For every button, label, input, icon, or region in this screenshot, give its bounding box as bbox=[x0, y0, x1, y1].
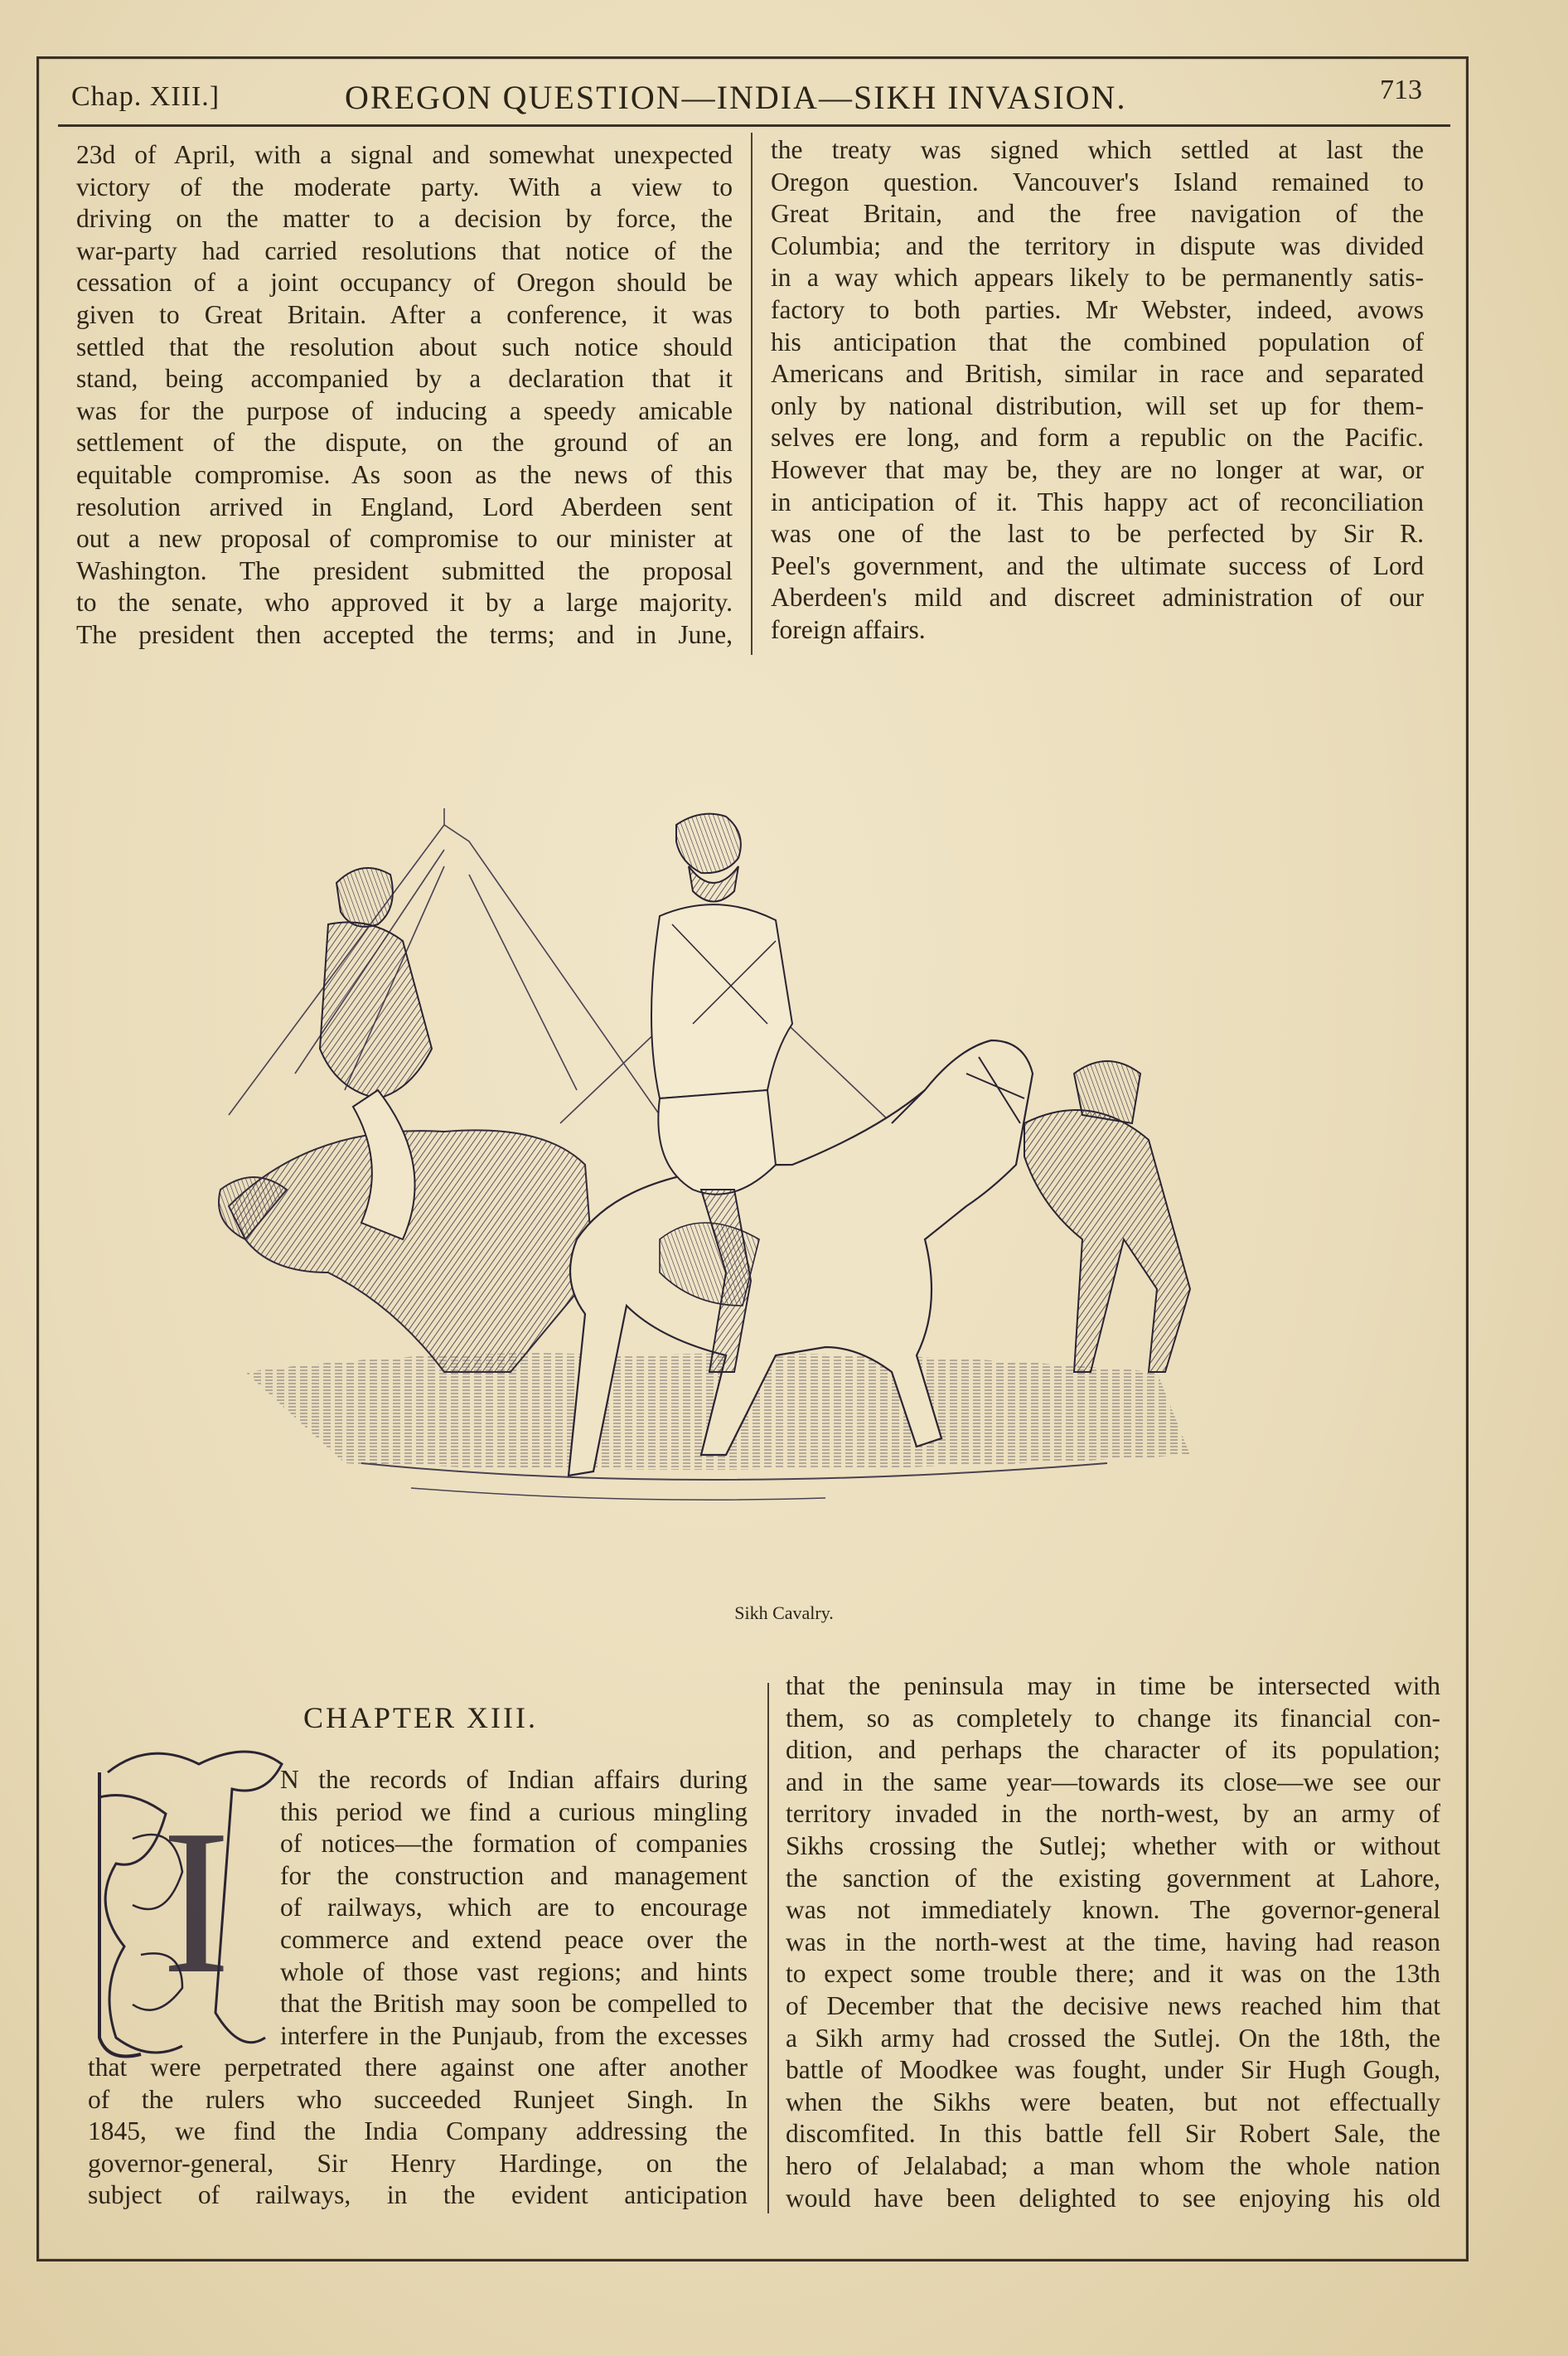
text-line: would have been delighted to see enjoying his old bbox=[786, 2183, 1440, 2213]
text-line: interfere in the Punjaub, from the excesses bbox=[280, 2020, 748, 2050]
text-line: of railways, which are to encourage bbox=[280, 1893, 748, 1922]
text-line: war-party had carried resolutions that notice of the bbox=[76, 235, 733, 265]
text-line: out a new proposal of compromise to our minister at bbox=[76, 524, 733, 554]
bottom-right-column bbox=[786, 1670, 1440, 2214]
text-line: Great Britain, and the free navigation of the bbox=[771, 199, 1424, 229]
horse-right bbox=[1024, 1061, 1190, 1372]
text-line: of December that the decisive news reached him that bbox=[786, 1990, 1440, 2020]
text-line: was not immediately known. The governor-general bbox=[786, 1895, 1440, 1925]
page-number: 713 bbox=[1380, 75, 1422, 105]
text-line: Sikhs crossing the Sutlej; whether with or without bbox=[786, 1830, 1440, 1860]
text-line: and in the same year—towards its close—we see our bbox=[786, 1767, 1440, 1796]
text-line: Oregon question. Vancouver's Island remained to bbox=[771, 167, 1424, 196]
text-line: stand, being accompanied by a declaration that it bbox=[76, 364, 733, 394]
text-line: victory of the moderate party. With a view to bbox=[76, 172, 733, 201]
text-line: N the records of Indian affairs during bbox=[280, 1765, 748, 1794]
text-line: that the British may soon be compelled to bbox=[280, 1989, 748, 2019]
text-line: selves ere long, and form a republic on the Pacific. bbox=[771, 423, 1424, 453]
text-line: given to Great Britain. After a conference, it was bbox=[76, 299, 733, 329]
text-line: settled that the resolution about such notice should bbox=[76, 332, 733, 361]
sikh-cavalry-engraving bbox=[196, 775, 1273, 1571]
column-divider-bottom bbox=[767, 1683, 769, 2213]
running-header bbox=[71, 70, 1430, 123]
text-line: the sanction of the existing government at Lahore, bbox=[786, 1863, 1440, 1893]
text-line: Aberdeen's mild and discreet administration of our bbox=[771, 583, 1424, 613]
text-line: The president then accepted the terms; and in June, bbox=[76, 619, 733, 649]
text-line: to expect some trouble there; and it was on the 13th bbox=[786, 1959, 1440, 1989]
text-line: in a way which appears likely to be permanently satis- bbox=[771, 263, 1424, 293]
text-line: Peel's government, and the ultimate success of Lord bbox=[771, 550, 1424, 580]
text-line: 1845, we find the India Company addressing the bbox=[88, 2116, 748, 2146]
text-line: of notices—the formation of companies bbox=[280, 1829, 748, 1859]
text-line: driving on the matter to a decision by force, the bbox=[76, 204, 733, 234]
text-line: in anticipation of it. This happy act of reconciliation bbox=[771, 487, 1424, 516]
text-line: commerce and extend peace over the bbox=[280, 1924, 748, 1954]
top-right-column bbox=[771, 134, 1424, 647]
text-line: discomfited. In this battle fell Sir Robert Sale, the bbox=[786, 2119, 1440, 2149]
text-line: equitable compromise. As soon as the news of this bbox=[76, 459, 733, 489]
drop-cap-letter: I bbox=[162, 1787, 231, 2017]
column-divider-top bbox=[751, 133, 753, 655]
chapter-opening-indented bbox=[280, 1764, 748, 2052]
ornamental-drop-cap bbox=[83, 1739, 290, 2064]
text-line: territory invaded in the north-west, by an army of bbox=[786, 1799, 1440, 1829]
text-line: only by national distribution, will set up for them- bbox=[771, 390, 1424, 420]
text-line: when the Sikhs were beaten, but not effectually bbox=[786, 2087, 1440, 2116]
text-line: However that may be, they are no longer at war, or bbox=[771, 454, 1424, 484]
text-line: that were perpetrated there against one after another bbox=[88, 2053, 748, 2082]
text-line: this period we find a curious mingling bbox=[280, 1796, 748, 1826]
text-line: the treaty was signed which settled at last the bbox=[771, 135, 1424, 164]
text-line: resolution arrived in England, Lord Aberdeen sent bbox=[76, 492, 733, 521]
text-line: was in the north-west at the time, having had reason bbox=[786, 1927, 1440, 1956]
header-rule bbox=[58, 124, 1450, 127]
text-line: dition, and perhaps the character of its population; bbox=[786, 1735, 1440, 1765]
rider-left bbox=[219, 868, 593, 1372]
text-line: to the senate, who approved it by a large majority. bbox=[76, 588, 733, 618]
text-line: whole of those vast regions; and hints bbox=[280, 1956, 748, 1986]
text-line: cessation of a joint occupancy of Oregon should be bbox=[76, 268, 733, 298]
text-line: for the construction and management bbox=[280, 1860, 748, 1890]
text-line: was for the purpose of inducing a speedy amicable bbox=[76, 395, 733, 425]
text-line: them, so as completely to change its financial con- bbox=[786, 1703, 1440, 1733]
text-line: settlement of the dispute, on the ground of an bbox=[76, 428, 733, 458]
text-line: that the peninsula may in time be intersected with bbox=[786, 1671, 1440, 1700]
text-line: Americans and British, similar in race and separated bbox=[771, 359, 1424, 389]
text-line: 23d of April, with a signal and somewhat unexpected bbox=[76, 140, 733, 169]
text-line: Columbia; and the territory in dispute was divided bbox=[771, 230, 1424, 260]
text-line: of the rulers who succeeded Runjeet Singh. In bbox=[88, 2084, 748, 2114]
text-line: Washington. The president submitted the proposal bbox=[76, 555, 733, 585]
top-left-column bbox=[76, 139, 733, 652]
text-line: hero of Jelalabad; a man whom the whole nation bbox=[786, 2150, 1440, 2180]
running-title: OREGON QUESTION—INDIA—SIKH INVASION. bbox=[345, 79, 1127, 116]
text-line: was one of the last to be perfected by Sir R. bbox=[771, 519, 1424, 549]
chapter-label: Chap. XIII.] bbox=[71, 81, 220, 112]
illustration-caption: Sikh Cavalry. bbox=[734, 1602, 834, 1623]
text-line: governor-general, Sir Henry Hardinge, on the bbox=[88, 2148, 748, 2178]
text-line: factory to both parties. Mr Webster, indeed, avows bbox=[771, 294, 1424, 324]
text-line: subject of railways, in the evident anticipation bbox=[88, 2180, 748, 2210]
text-line: a Sikh army had crossed the Sutlej. On the 18th, the bbox=[786, 2023, 1440, 2053]
text-line: battle of Moodkee was fought, under Sir Hugh Gough, bbox=[786, 2055, 1440, 2085]
text-line: foreign affairs. bbox=[771, 614, 926, 644]
text-line: his anticipation that the combined population of bbox=[771, 327, 1424, 356]
chapter-heading: CHAPTER XIII. bbox=[303, 1701, 538, 1734]
chapter-opening-full bbox=[88, 2052, 748, 2212]
